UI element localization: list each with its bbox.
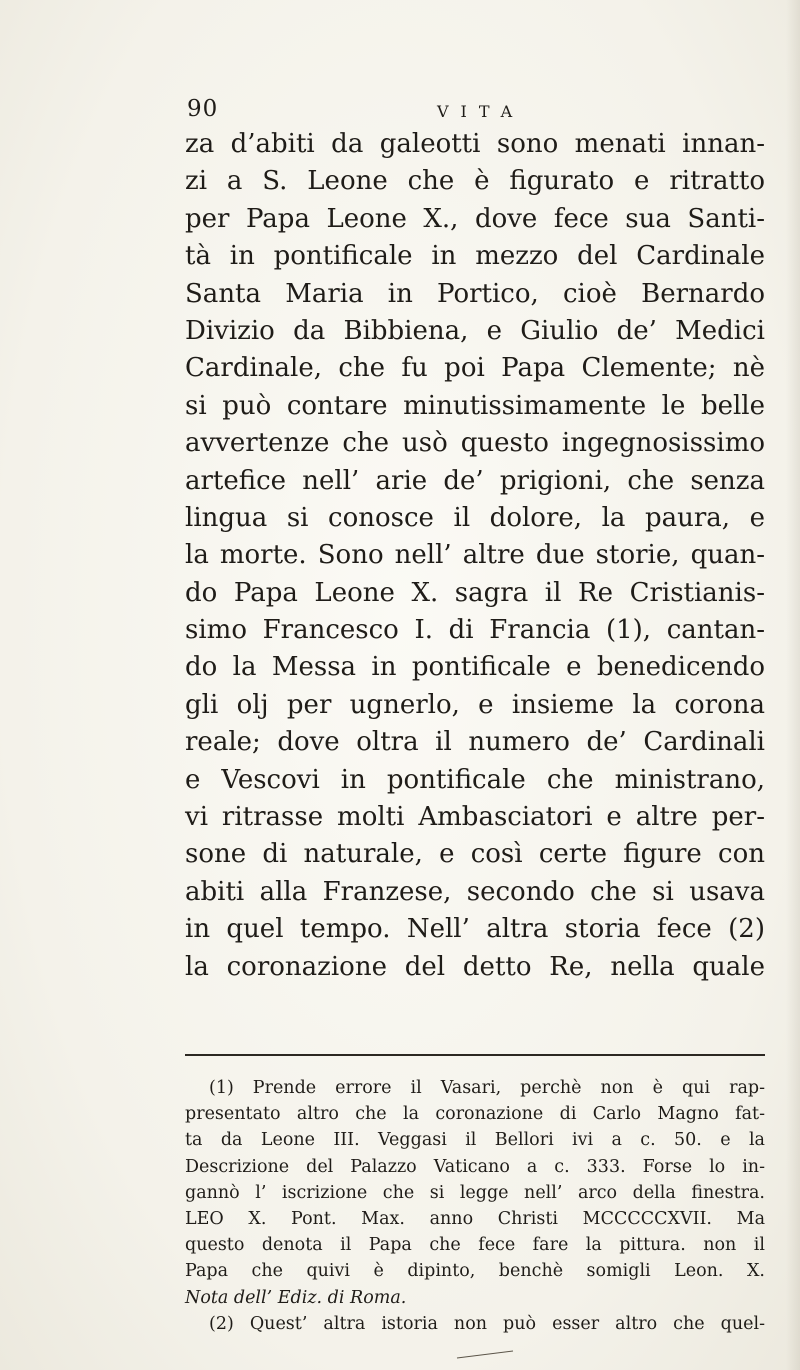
text-line: Divizio da Bibbiena, e Giulio de’ Medici [185, 315, 765, 346]
text-line: do la Messa in pontificale e benedicendo [185, 652, 765, 683]
footnote-line: Nota dell’ Ediz. di Roma. [185, 1287, 407, 1308]
text-line: si può contare minutissimamente le belle [185, 390, 765, 421]
text-line: tà in pontificale in mezzo del Cardinale [185, 241, 765, 272]
text-line: vi ritrasse molti Ambasciatori e altre per- [185, 802, 765, 833]
page-number: 90 [187, 96, 219, 122]
page-edge-shadow [786, 0, 800, 1370]
text-line: zi a S. Leone che è figurato e ritratto [185, 166, 765, 197]
main-text [185, 126, 765, 986]
text-line: per Papa Leone X., dove fece sua Santi- [185, 203, 765, 234]
footnote-line: ta da Leone III. Veggasi il Bellori ivi a c. 50. e la [185, 1130, 765, 1151]
text-line: sone di naturale, e così certe figure con [185, 839, 765, 870]
text-line: za d’abiti da galeotti sono menati innan- [185, 129, 765, 159]
footnote-line: LEO X. Pont. Max. anno Christi MCCCCCXVII. Ma [185, 1208, 765, 1229]
footnote-line: gannò l’ iscrizione che si legge nell’ arco della finestra. [185, 1182, 765, 1203]
text-line: e Vescovi in pontificale che ministrano, [185, 764, 765, 795]
text-line: simo Francesco I. di Francia (1), cantan- [185, 615, 765, 646]
text-line: Cardinale, che fu poi Papa Clemente; nè [185, 353, 765, 384]
footnote-line: (1) Prende errore il Vasari, perchè non è qui rap- [209, 1078, 765, 1098]
text-line: artefice nell’ arie de’ prigioni, che senza [185, 465, 765, 496]
footnote-line: Descrizione del Palazzo Vaticano a c. 333. Forse lo in- [185, 1156, 765, 1177]
text-line: in quel tempo. Nell’ altra storia fece (2) [185, 914, 765, 945]
footnote-separator-rule [185, 1054, 765, 1056]
footnote-line: questo denota il Papa che fece fare la pittura. non il [185, 1235, 765, 1256]
text-line: Santa Maria in Portico, cioè Bernardo [185, 278, 765, 309]
text-line: lingua si conosce il dolore, la paura, e [185, 502, 765, 533]
footnote-line: presentato altro che la coronazione di Carlo Magno fat- [185, 1104, 765, 1125]
pen-stroke-mark [455, 1350, 515, 1360]
page-header [187, 96, 667, 126]
text-line: do Papa Leone X. sagra il Re Cristianis- [185, 577, 765, 608]
text-line: gli olj per ugnerlo, e insieme la corona [185, 689, 765, 720]
text-line: abiti alla Franzese, secondo che si usava [185, 876, 765, 907]
footnotes [185, 1075, 765, 1337]
footnote-line: Papa che quivi è dipinto, benchè somigli Leon. X. [185, 1261, 765, 1282]
text-line: avvertenze che usò questo ingegnosissimo [185, 428, 765, 459]
text-line: la coronazione del detto Re, nella quale [185, 951, 765, 982]
text-line: la morte. Sono nell’ altre due storie, quan- [185, 540, 765, 571]
footnote-line: (2) Quest’ altra istoria non può esser altro che quel- [209, 1313, 765, 1334]
running-head: VITA [437, 102, 525, 121]
text-line: reale; dove oltra il numero de’ Cardinali [185, 727, 765, 758]
